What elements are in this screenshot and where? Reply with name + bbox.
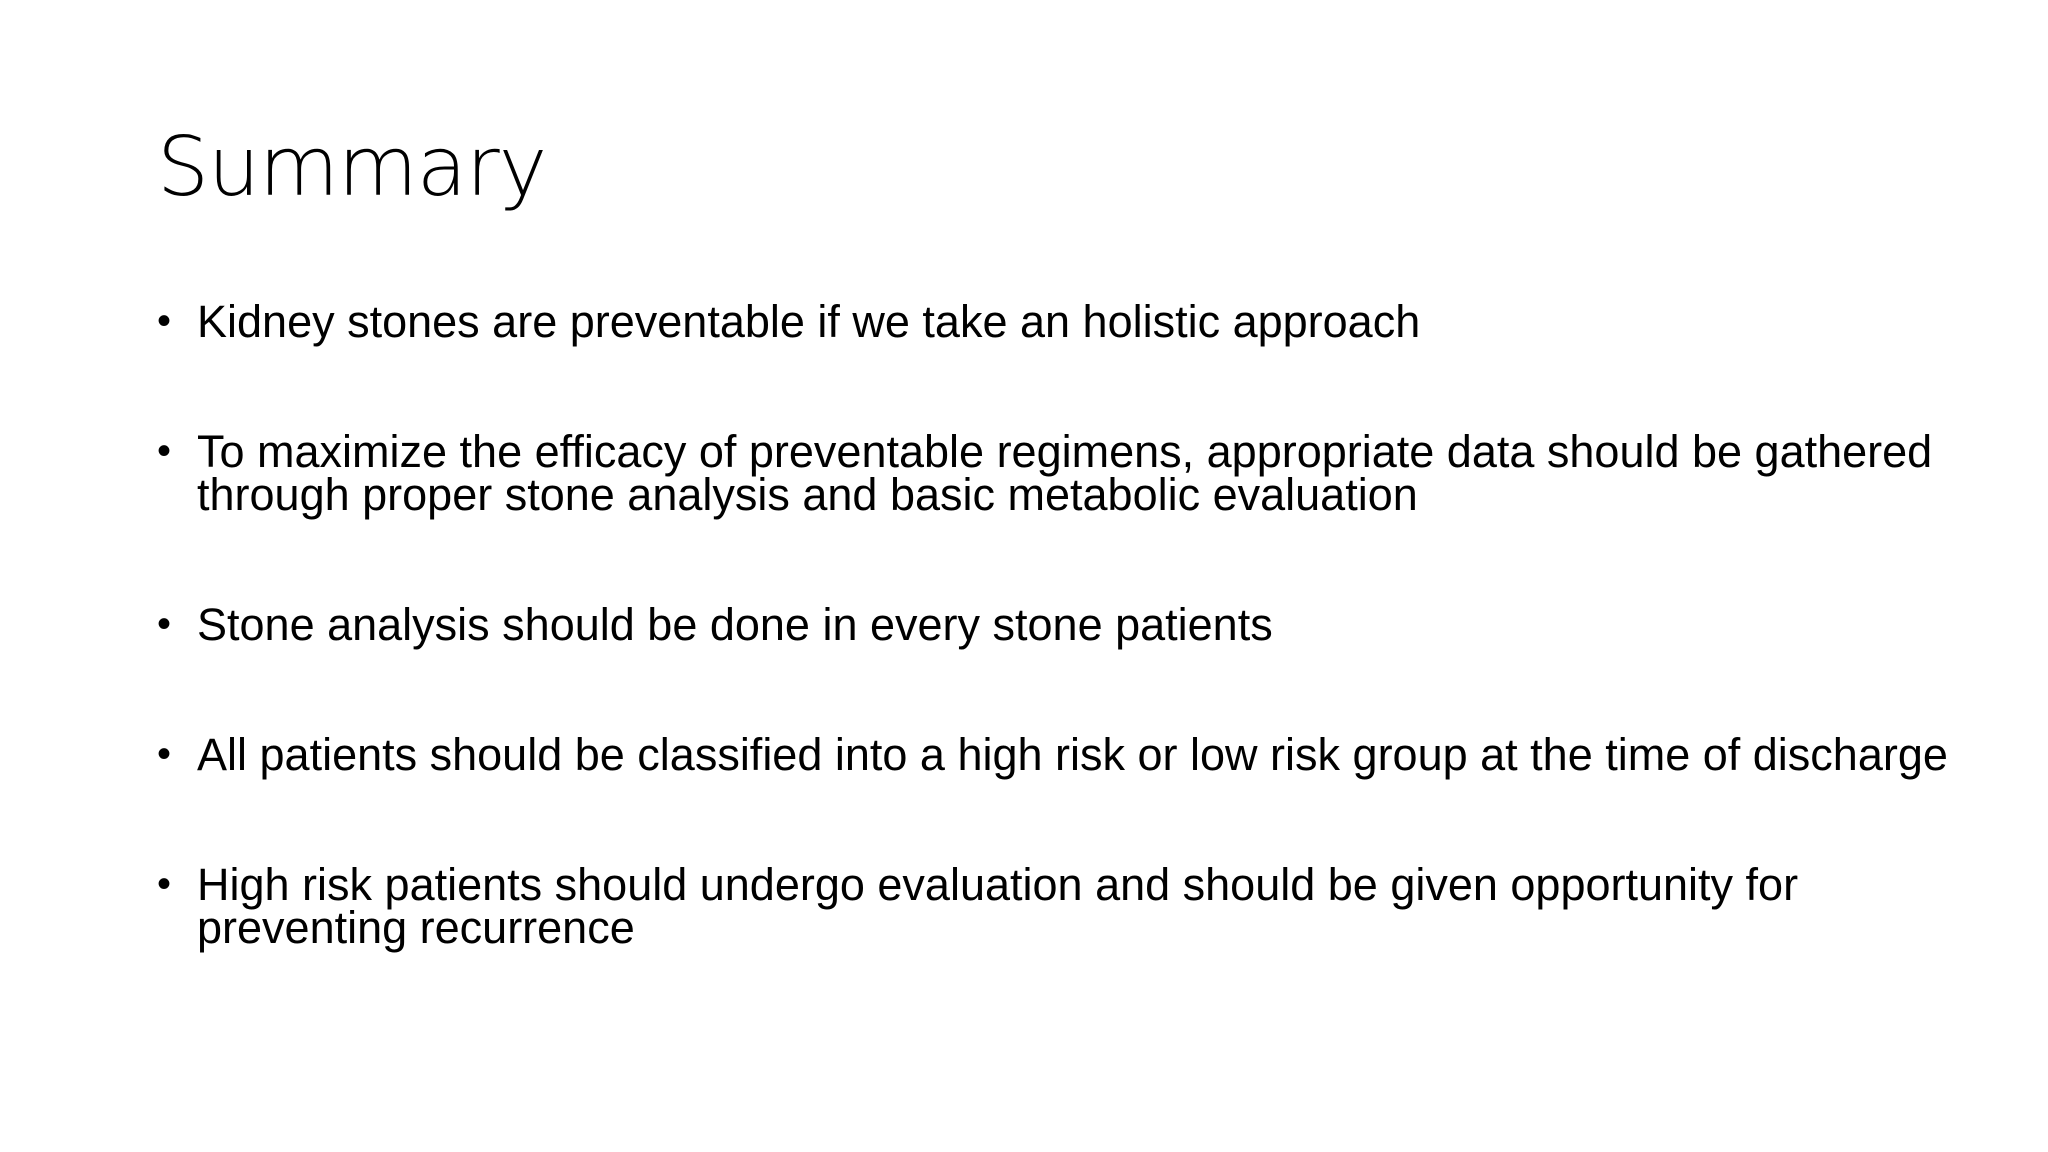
bullet-item: [157, 729, 1957, 780]
bullet-icon: •: [157, 429, 172, 473]
bullet-item: [157, 426, 1957, 520]
bullet-text: Kidney stones are preventable if we take an holistic approach: [197, 296, 1421, 347]
slide-title: Summary: [157, 120, 547, 215]
bullet-item: [157, 296, 1957, 347]
bullet-list: [157, 296, 1957, 953]
bullet-item: [157, 859, 1957, 953]
bullet-icon: •: [157, 862, 172, 906]
bullet-text: Stone analysis should be done in every stone patients: [197, 599, 1273, 650]
bullet-icon: •: [157, 732, 172, 776]
bullet-icon: •: [157, 299, 172, 343]
bullet-text: All patients should be classified into a high risk or low risk group at the time of discharge: [197, 729, 1948, 780]
bullet-icon: •: [157, 602, 172, 646]
bullet-item: [157, 599, 1957, 650]
bullet-text: High risk patients should undergo evaluation and should be given opportunity for preventing recurrence: [197, 859, 1799, 953]
bullet-text: To maximize the efficacy of preventable regimens, appropriate data should be gathered through proper stone analysis and basic metabolic evaluation: [197, 426, 1933, 520]
